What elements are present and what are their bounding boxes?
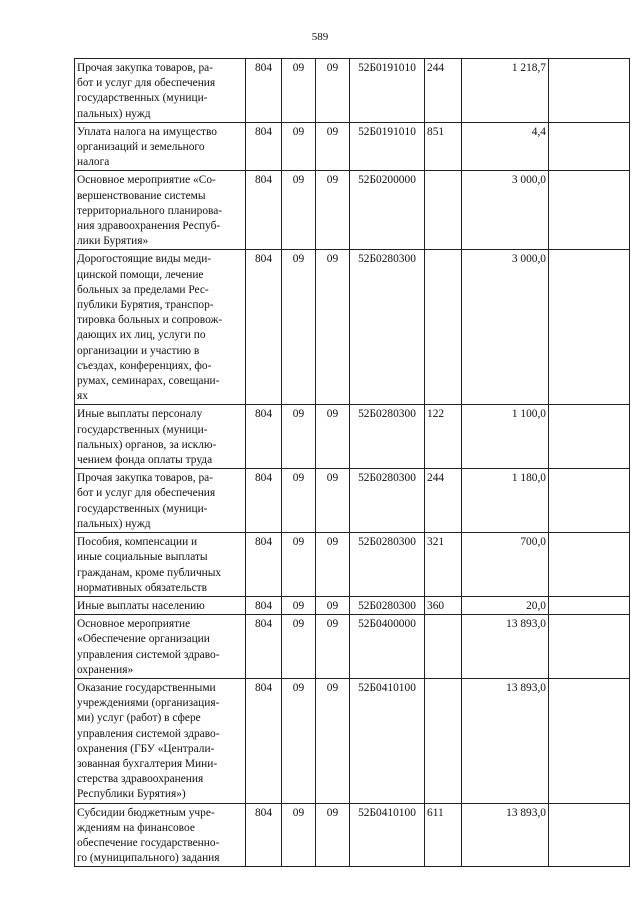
row-pr-text: 09 [326, 472, 339, 485]
row-sum-cell [462, 250, 549, 405]
page-number: 589 [311, 31, 329, 43]
table-row [75, 678, 630, 803]
row-sum-cell [462, 171, 549, 250]
row-ved-text: 804 [254, 125, 273, 138]
row-rz-text: 09 [292, 599, 305, 612]
row-ved-text: 804 [254, 472, 273, 485]
row-rz-cell [282, 803, 316, 867]
row-vr-cell [425, 122, 462, 171]
row-extra-cell [549, 615, 630, 679]
row-csr-text: 52Б0280300 [358, 536, 416, 549]
row-name-cell [75, 596, 246, 614]
row-rz-cell [282, 59, 316, 123]
table-row [75, 469, 630, 533]
row-vr-cell [425, 250, 462, 405]
row-pr-cell [316, 59, 350, 123]
row-rz-text: 09 [292, 681, 305, 694]
row-pr-cell [316, 596, 350, 614]
row-extra-cell [549, 59, 630, 123]
row-rz-cell [282, 596, 316, 614]
table-row [75, 596, 630, 614]
row-sum-cell [462, 596, 549, 614]
row-pr-cell [316, 405, 350, 469]
budget-table [74, 58, 630, 867]
row-csr-text: 52Б0280300 [358, 253, 416, 266]
row-ved-text: 804 [254, 618, 273, 631]
row-name-cell [75, 171, 246, 250]
row-ved-cell [246, 469, 282, 533]
row-rz-cell [282, 171, 316, 250]
row-ved-cell [246, 533, 282, 597]
row-vr-cell [425, 171, 462, 250]
row-csr-cell [350, 533, 425, 597]
row-extra-cell [549, 469, 630, 533]
row-sum-cell [462, 803, 549, 867]
row-csr-cell [350, 122, 425, 171]
row-csr-text: 52Б0191010 [358, 62, 416, 74]
row-pr-cell [316, 678, 350, 803]
table-row [75, 171, 630, 250]
row-name-cell [75, 615, 246, 679]
row-pr-cell [316, 803, 350, 867]
row-ved-text: 804 [254, 599, 273, 612]
row-pr-cell [316, 171, 350, 250]
row-ved-cell [246, 250, 282, 405]
row-csr-text: 52Б0410100 [358, 681, 416, 694]
table-row [75, 533, 630, 597]
row-rz-text: 09 [292, 174, 305, 187]
row-sum-text: 1 180,0 [511, 472, 546, 485]
row-vr-cell [425, 533, 462, 597]
row-ved-cell [246, 59, 282, 123]
row-vr-cell [425, 615, 462, 679]
row-ved-cell [246, 171, 282, 250]
row-ved-cell [246, 405, 282, 469]
row-csr-cell [350, 596, 425, 614]
row-csr-text: 52Б0280300 [358, 472, 416, 485]
row-pr-text: 09 [326, 253, 339, 266]
row-sum-text: 3 000,0 [511, 253, 546, 266]
row-ved-text: 804 [254, 408, 273, 421]
row-name-text: Субсидии бюджетным учре- ждениям на финансовое обеспечение государственно- го (муниципального) задания [77, 806, 220, 865]
row-name-text: Оказание государственными учреждениями (организация- ми) услуг (работ) в сфере управления системой здраво- охранения (ГБУ «Централи- зованная бухгалтерия Мини- стерства здравоохранения Республики Бурятия») [77, 681, 220, 801]
row-ved-text: 804 [254, 174, 273, 187]
row-name-text: Дорогостоящие виды меди- цинской помощи, лечение больных за пределами Рес- публики Бурятия, транспор- тировка больных и сопровож- дающих их лиц, услуги по организации и участию в съездах, конференциях, фо- румах, семинарах, совещани- ях [77, 253, 223, 403]
row-ved-cell [246, 122, 282, 171]
row-vr-text: 360 [427, 599, 445, 612]
row-vr-text: 851 [427, 125, 445, 138]
row-name-cell [75, 678, 246, 803]
row-csr-text: 52Б0200000 [358, 174, 416, 187]
row-name-text: Пособия, компенсации и иные социальные выплаты гражданам, кроме публичных нормативных обязательств [77, 536, 222, 594]
row-pr-text: 09 [326, 806, 339, 819]
row-name-cell [75, 122, 246, 171]
row-sum-text: 13 893,0 [506, 806, 546, 819]
table-row [75, 803, 630, 867]
row-vr-cell [425, 803, 462, 867]
row-csr-text: 52Б0410100 [358, 806, 416, 819]
row-vr-cell [425, 469, 462, 533]
row-extra-cell [549, 122, 630, 171]
row-extra-cell [549, 171, 630, 250]
row-csr-cell [350, 803, 425, 867]
row-sum-text: 13 893,0 [506, 681, 546, 694]
row-sum-cell [462, 122, 549, 171]
row-rz-text: 09 [292, 253, 305, 266]
row-csr-cell [350, 250, 425, 405]
row-sum-cell [462, 678, 549, 803]
row-vr-cell [425, 678, 462, 803]
row-rz-text: 09 [292, 472, 305, 485]
row-pr-cell [316, 122, 350, 171]
row-sum-cell [462, 615, 549, 679]
row-rz-cell [282, 122, 316, 171]
row-rz-cell [282, 615, 316, 679]
row-ved-cell [246, 678, 282, 803]
row-sum-cell [462, 59, 549, 123]
row-csr-cell [350, 678, 425, 803]
row-csr-text: 52Б0280300 [358, 408, 416, 421]
row-pr-text: 09 [326, 62, 339, 74]
row-vr-text: 122 [427, 408, 445, 421]
row-vr-text: 321 [427, 536, 445, 549]
row-sum-text: 3 000,0 [511, 174, 546, 187]
row-name-cell [75, 59, 246, 123]
row-vr-text: 611 [427, 806, 444, 819]
row-name-cell [75, 405, 246, 469]
row-rz-cell [282, 405, 316, 469]
row-name-text: Прочая закупка товаров, ра- бот и услуг для обеспечения государственных (муници- пальных) нужд [77, 62, 216, 120]
row-ved-cell [246, 803, 282, 867]
row-sum-text: 13 893,0 [506, 618, 546, 631]
table-row [75, 250, 630, 405]
row-csr-text: 52Б0191010 [358, 125, 416, 138]
table-row [75, 615, 630, 679]
row-csr-cell [350, 405, 425, 469]
row-pr-cell [316, 250, 350, 405]
row-vr-cell [425, 405, 462, 469]
row-csr-cell [350, 59, 425, 123]
row-sum-text: 4,4 [531, 125, 546, 138]
row-pr-cell [316, 533, 350, 597]
row-vr-text: 244 [427, 472, 445, 485]
row-ved-text: 804 [254, 253, 273, 266]
row-rz-text: 09 [292, 62, 305, 74]
row-pr-text: 09 [326, 536, 339, 549]
row-extra-cell [549, 678, 630, 803]
row-rz-cell [282, 533, 316, 597]
row-csr-cell [350, 469, 425, 533]
row-pr-text: 09 [326, 599, 339, 612]
row-ved-cell [246, 596, 282, 614]
row-name-cell [75, 533, 246, 597]
row-rz-cell [282, 250, 316, 405]
row-csr-cell [350, 171, 425, 250]
row-extra-cell [549, 596, 630, 614]
row-ved-text: 804 [254, 806, 273, 819]
row-pr-cell [316, 615, 350, 679]
row-name-cell [75, 469, 246, 533]
row-sum-cell [462, 469, 549, 533]
row-pr-text: 09 [326, 174, 339, 187]
row-name-text: Основное мероприятие «Обеспечение организации управления системой здраво- охранения» [77, 618, 220, 676]
row-pr-text: 09 [326, 618, 339, 631]
row-rz-text: 09 [292, 536, 305, 549]
row-pr-text: 09 [326, 681, 339, 694]
row-rz-cell [282, 678, 316, 803]
row-sum-text: 20,0 [526, 599, 546, 612]
row-name-cell [75, 803, 246, 867]
row-vr-cell [425, 596, 462, 614]
row-sum-text: 1 100,0 [511, 408, 546, 421]
row-extra-cell [549, 405, 630, 469]
row-ved-text: 804 [254, 681, 273, 694]
row-ved-text: 804 [254, 62, 273, 74]
row-pr-cell [316, 469, 350, 533]
row-csr-cell [350, 615, 425, 679]
row-pr-text: 09 [326, 125, 339, 138]
row-vr-text: 244 [427, 62, 445, 74]
row-sum-cell [462, 533, 549, 597]
row-name-cell [75, 250, 246, 405]
row-name-text: Иные выплаты персоналу государственных (муници- пальных) органов, за исклю- чением фонда оплаты труда [77, 408, 217, 467]
row-rz-text: 09 [292, 408, 305, 421]
row-vr-cell [425, 59, 462, 123]
row-name-text: Уплата налога на имущество организаций и земельного налога [77, 125, 217, 169]
row-rz-text: 09 [292, 618, 305, 631]
table-row [75, 122, 630, 171]
row-extra-cell [549, 250, 630, 405]
row-sum-text: 1 218,7 [511, 62, 546, 74]
row-name-text: Прочая закупка товаров, ра- бот и услуг для обеспечения государственных (муници- пальных) нужд [77, 472, 216, 530]
row-csr-text: 52Б0400000 [358, 618, 416, 631]
row-pr-text: 09 [326, 408, 339, 421]
row-extra-cell [549, 803, 630, 867]
budget-table-body [75, 59, 630, 867]
row-rz-cell [282, 469, 316, 533]
row-ved-text: 804 [254, 536, 273, 549]
row-name-text: Иные выплаты населению [77, 599, 205, 612]
row-rz-text: 09 [292, 806, 305, 819]
table-row [75, 405, 630, 469]
row-rz-text: 09 [292, 125, 305, 138]
row-csr-text: 52Б0280300 [358, 599, 416, 612]
row-sum-cell [462, 405, 549, 469]
row-sum-text: 700,0 [520, 536, 546, 549]
table-row [75, 59, 630, 123]
row-name-text: Основное мероприятие «Со- вершенствование системы территориального планирова- ния здравоохранения Респуб- лики Бурятия» [77, 174, 223, 248]
row-extra-cell [549, 533, 630, 597]
row-ved-cell [246, 615, 282, 679]
